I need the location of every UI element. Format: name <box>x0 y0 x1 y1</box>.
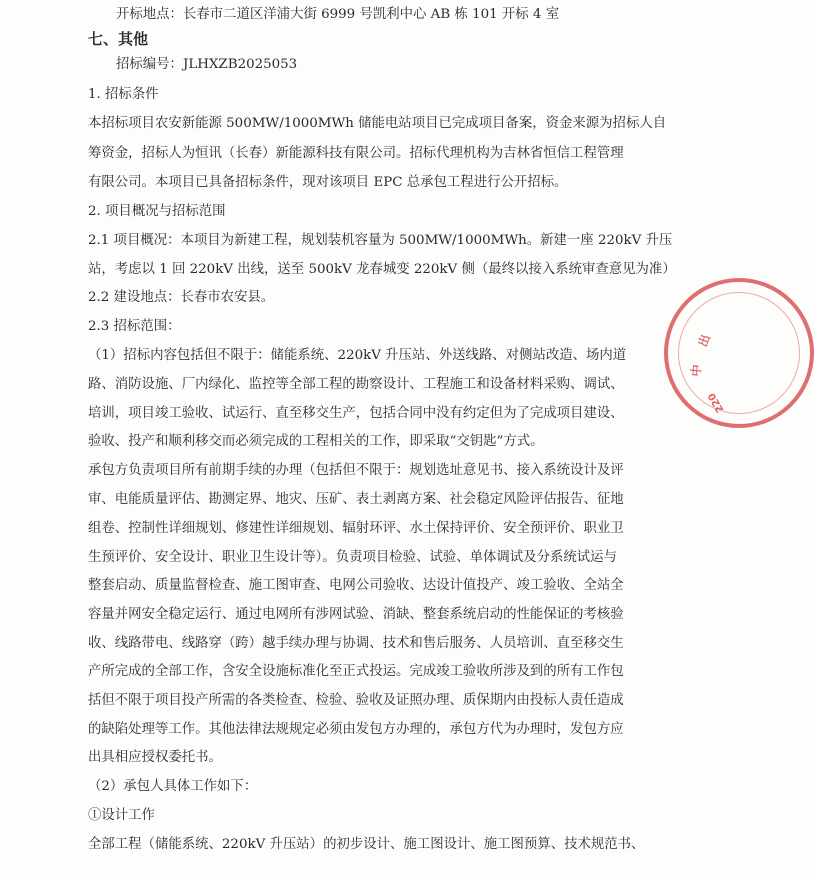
company-seal <box>664 278 814 428</box>
paragraph-line: 培训，项目竣工验收、试运行、直至移交生产，包括合同中没有约定但为了完成项目建设、 <box>88 406 624 421</box>
subsection-heading: 1. 招标条件 <box>88 87 159 102</box>
paragraph-line: 产所完成的全部工作，含安全设施标准化至正式投运。完成竣工验收所涉及到的所有工作包 <box>88 664 624 679</box>
paragraph-line: 2.2 建设地点：长春市农安县。 <box>88 290 275 305</box>
paragraph-line: 出具相应授权委托书。 <box>88 750 222 765</box>
seal-text: 出 <box>695 332 714 349</box>
paragraph-line: 审、电能质量评估、勘测定界、地灾、压矿、表土剥离方案、社会稳定风险评估报告、征地 <box>88 492 624 507</box>
paragraph-line: ①设计工作 <box>88 808 155 823</box>
paragraph-line: （2）承包人具体工作如下： <box>88 779 258 794</box>
paragraph-line: 路、消防设施、厂内绿化、监控等全部工程的勘察设计、工程施工和设备材料采购、调试、 <box>88 377 624 392</box>
opening-location: 开标地点：长春市二道区洋浦大街 6999 号凯利中心 AB 栋 101 开标 4 室 <box>116 7 560 22</box>
paragraph-line: 括但不限于项目投产所需的各类检查、检验、验收及证照办理、质保期内由投标人责任造成 <box>88 693 624 708</box>
paragraph-line: 的缺陷处理等工作。其他法律法规规定必须由发包方办理的，承包方代为办理时，发包方应 <box>88 722 624 737</box>
paragraph-line: 站，考虑以 1 回 220kV 出线，送至 500kV 龙春城变 220kV 侧（最终以接入系统审查意见为准） <box>88 262 676 277</box>
paragraph-line: 全部工程（储能系统、220kV 升压站）的初步设计、施工图设计、施工图预算、技术规范书、 <box>88 837 645 852</box>
subsection-heading: 2. 项目概况与招标范围 <box>88 204 226 219</box>
paragraph-line: 承包方负责项目所有前期手续的办理（包括但不限于：规划选址意见书、接入系统设计及评 <box>88 463 624 478</box>
paragraph-line: 筹资金，招标人为恒讯（长春）新能源科技有限公司。招标代理机构为吉林省恒信工程管理 <box>88 146 624 161</box>
paragraph-line: 2.1 项目概况：本项目为新建工程，规划装机容量为 500MW/1000MWh。新建一座 220kV 升压 <box>88 233 673 248</box>
paragraph-line: 生预评价、安全设计、职业卫生设计等）。负责项目检验、试验、单体调试及分系统试运与 <box>88 550 617 565</box>
subsection-heading: 2.3 招标范围： <box>88 319 181 334</box>
paragraph-line: 整套启动、质量监督检查、施工图审查、电网公司验收、达设计值投产、竣工验收、全站全 <box>88 578 624 593</box>
section-heading-other: 七、其他 <box>88 30 149 48</box>
tender-number: 招标编号：JLHXZB2025053 <box>116 57 298 72</box>
paragraph-line: 验收、投产和顺利移交而必须完成的工程相关的工作，即采取“交钥匙”方式。 <box>88 434 544 449</box>
seal-inner-ring <box>678 292 800 414</box>
seal-text: 中 <box>689 363 705 378</box>
seal-text: 220 <box>706 390 727 415</box>
paragraph-line: 容量并网安全稳定运行、通过电网所有涉网试验、消缺、整套系统启动的性能保证的考核验 <box>88 607 624 622</box>
paragraph-line: 有限公司。本项目已具备招标条件，现对该项目 EPC 总承包工程进行公开招标。 <box>88 175 568 190</box>
paragraph-line: 组卷、控制性详细规划、修建性详细规划、辐射环评、水土保持评价、安全预评价、职业卫 <box>88 521 624 536</box>
paragraph-line: （1）招标内容包括但不限于：储能系统、220kV 升压站、外送线路、对侧站改造、场内道 <box>88 348 627 363</box>
paragraph-line: 本招标项目农安新能源 500MW/1000MWh 储能电站项目已完成项目备案，资金来源为招标人自 <box>88 116 667 131</box>
paragraph-line: 收、线路带电、线路穿（跨）越手续办理与协调、技术和售后服务、人员培训、直至移交生 <box>88 636 624 651</box>
